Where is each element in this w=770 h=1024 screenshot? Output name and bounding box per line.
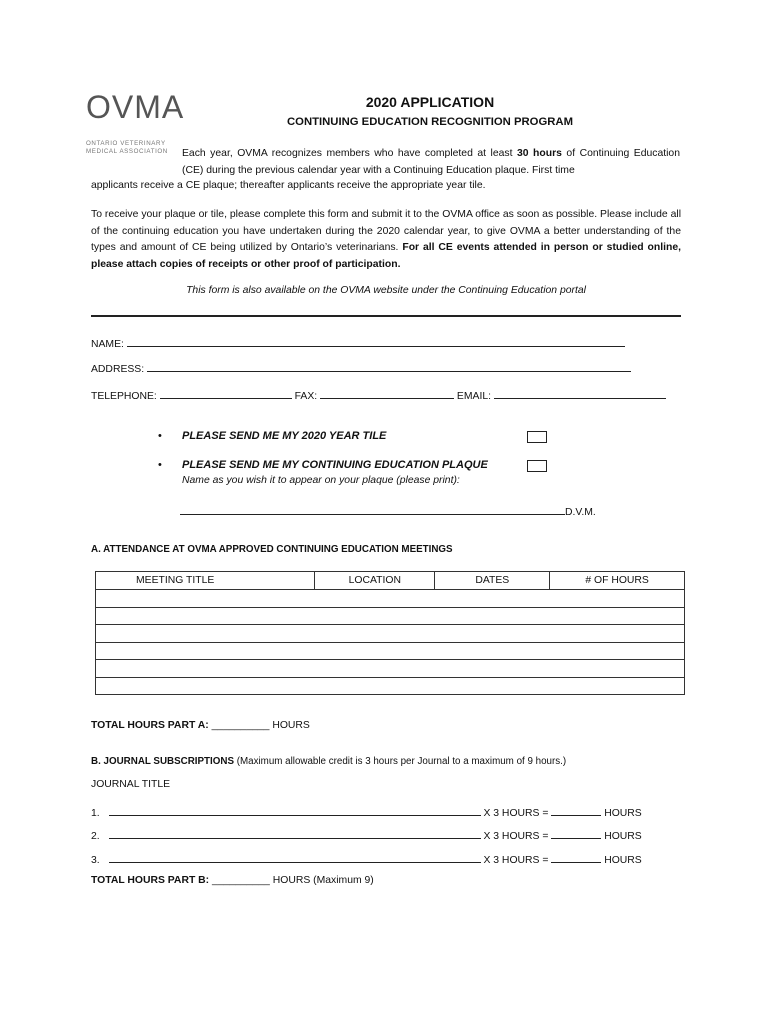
email-label: EMAIL:	[456, 391, 491, 402]
col-location: LOCATION	[315, 572, 435, 590]
col-meeting-title: MEETING TITLE	[96, 572, 315, 590]
table-row[interactable]	[96, 677, 685, 695]
table-row[interactable]	[96, 625, 685, 643]
section-b-title: B. JOURNAL SUBSCRIPTIONS	[91, 756, 234, 767]
col-hours: # OF HOURS	[550, 572, 685, 590]
journal-row-1	[91, 804, 651, 819]
journal-1-mult: X 3 HOURS =	[483, 808, 549, 819]
table-row[interactable]	[96, 590, 685, 608]
journal-3-hours-label: HOURS	[604, 855, 642, 866]
journal-title-label: JOURNAL TITLE	[91, 779, 171, 790]
fax-label: FAX:	[294, 391, 318, 402]
intro-p2-bold: For all CE events attended in person or studied online, please attach copies of receipts or other proof of participation.	[91, 242, 681, 270]
intro-paragraph-1	[182, 146, 680, 179]
col-dates: DATES	[435, 572, 550, 590]
journal-3-hours-field[interactable]	[551, 851, 601, 863]
journal-1-num: 1.	[91, 808, 100, 819]
table-header-row	[96, 572, 685, 590]
journal-2-hours-field[interactable]	[551, 827, 601, 839]
plaque-option	[158, 459, 558, 473]
journal-1-hours-label: HOURS	[604, 808, 642, 819]
table-row[interactable]	[96, 642, 685, 660]
section-b-heading	[91, 756, 566, 767]
journal-2-mult: X 3 HOURS =	[483, 831, 549, 842]
plaque-name-row	[180, 503, 610, 518]
divider	[91, 315, 681, 317]
journal-1-hours-field[interactable]	[551, 804, 601, 816]
address-row	[91, 360, 636, 375]
total-a-field[interactable]: __________	[211, 720, 270, 731]
page-subtitle: CONTINUING EDUCATION RECOGNITION PROGRAM	[287, 116, 573, 128]
name-label: NAME:	[91, 339, 124, 350]
total-b-suffix: HOURS (Maximum 9)	[272, 875, 374, 886]
journal-1-title-field[interactable]	[109, 804, 481, 816]
total-b-label: TOTAL HOURS PART B:	[91, 875, 210, 886]
section-b-note: (Maximum allowable credit is 3 hours per Journal to a maximum of 9 hours.)	[233, 756, 567, 767]
address-label: ADDRESS:	[91, 364, 145, 375]
year-tile-option	[158, 430, 558, 444]
name-row	[91, 335, 631, 350]
plaque-label: PLEASE SEND ME MY CONTINUING EDUCATION PLAQUE	[182, 459, 488, 471]
journal-row-3	[91, 851, 651, 866]
bullet-icon: •	[158, 459, 162, 471]
address-field[interactable]	[147, 360, 631, 372]
total-b-row	[91, 875, 374, 886]
bullet-icon: •	[158, 430, 162, 442]
journal-2-hours-label: HOURS	[604, 831, 642, 842]
plaque-name-note: Name as you wish it to appear on your plaque (please print):	[182, 475, 460, 486]
journal-row-2	[91, 827, 651, 842]
dvm-label: D.V.M.	[565, 507, 596, 518]
intro-paragraph-2	[91, 207, 681, 273]
journal-3-mult: X 3 HOURS =	[483, 855, 549, 866]
website-note: This form is also available on the OVMA website under the Continuing Education portal	[186, 285, 586, 296]
total-a-label: TOTAL HOURS PART A:	[91, 720, 209, 731]
intro-text-1: Each year, OVMA recognizes members who have completed at least	[182, 148, 517, 159]
phone-row	[91, 387, 686, 402]
year-tile-label: PLEASE SEND ME MY 2020 YEAR TILE	[182, 430, 387, 442]
telephone-label: TELEPHONE:	[91, 391, 157, 402]
journal-3-num: 3.	[91, 855, 100, 866]
intro-p2-text: To receive your plaque or tile, please complete this form and submit it to the OVMA office as soon as possible. Please include all of the continuing education you have undertaken during the 2020 calendar year, to give OVMA a better understanding of the types and amount of CE being utilized by Ontario’s veterinarians.	[91, 209, 681, 253]
intro-text-2: of Continuing Education (CE) during the previous calendar year with a Continuing Education plaque. First time	[182, 148, 680, 176]
table-row[interactable]	[96, 660, 685, 678]
intro-hours-bold: 30 hours	[516, 148, 562, 159]
logo-org-line2: MEDICAL ASSOCIATION	[86, 148, 168, 155]
name-field[interactable]	[127, 335, 625, 347]
page-title: 2020 APPLICATION	[365, 94, 495, 110]
journal-2-num: 2.	[91, 831, 100, 842]
logo-org-line1: ONTARIO VETERINARY	[86, 140, 166, 147]
email-field[interactable]	[494, 387, 666, 399]
journal-3-title-field[interactable]	[109, 851, 481, 863]
year-tile-checkbox[interactable]	[527, 431, 547, 443]
ce-meetings-table	[95, 571, 685, 695]
telephone-field[interactable]	[160, 387, 292, 399]
total-a-row	[91, 720, 310, 731]
total-b-field[interactable]: __________	[212, 875, 270, 886]
section-a-heading: A. ATTENDANCE AT OVMA APPROVED CONTINUING EDUCATION MEETINGS	[91, 544, 453, 555]
journal-2-title-field[interactable]	[109, 827, 481, 839]
intro-paragraph-1-cont: applicants receive a CE plaque; thereafter applicants receive the appropriate year tile.	[91, 180, 486, 191]
total-a-hours-label: HOURS	[272, 720, 310, 731]
logo-letters: OVMA	[86, 89, 185, 125]
table-row[interactable]	[96, 607, 685, 625]
fax-field[interactable]	[320, 387, 454, 399]
plaque-checkbox[interactable]	[527, 460, 547, 472]
plaque-name-field[interactable]	[180, 503, 565, 515]
